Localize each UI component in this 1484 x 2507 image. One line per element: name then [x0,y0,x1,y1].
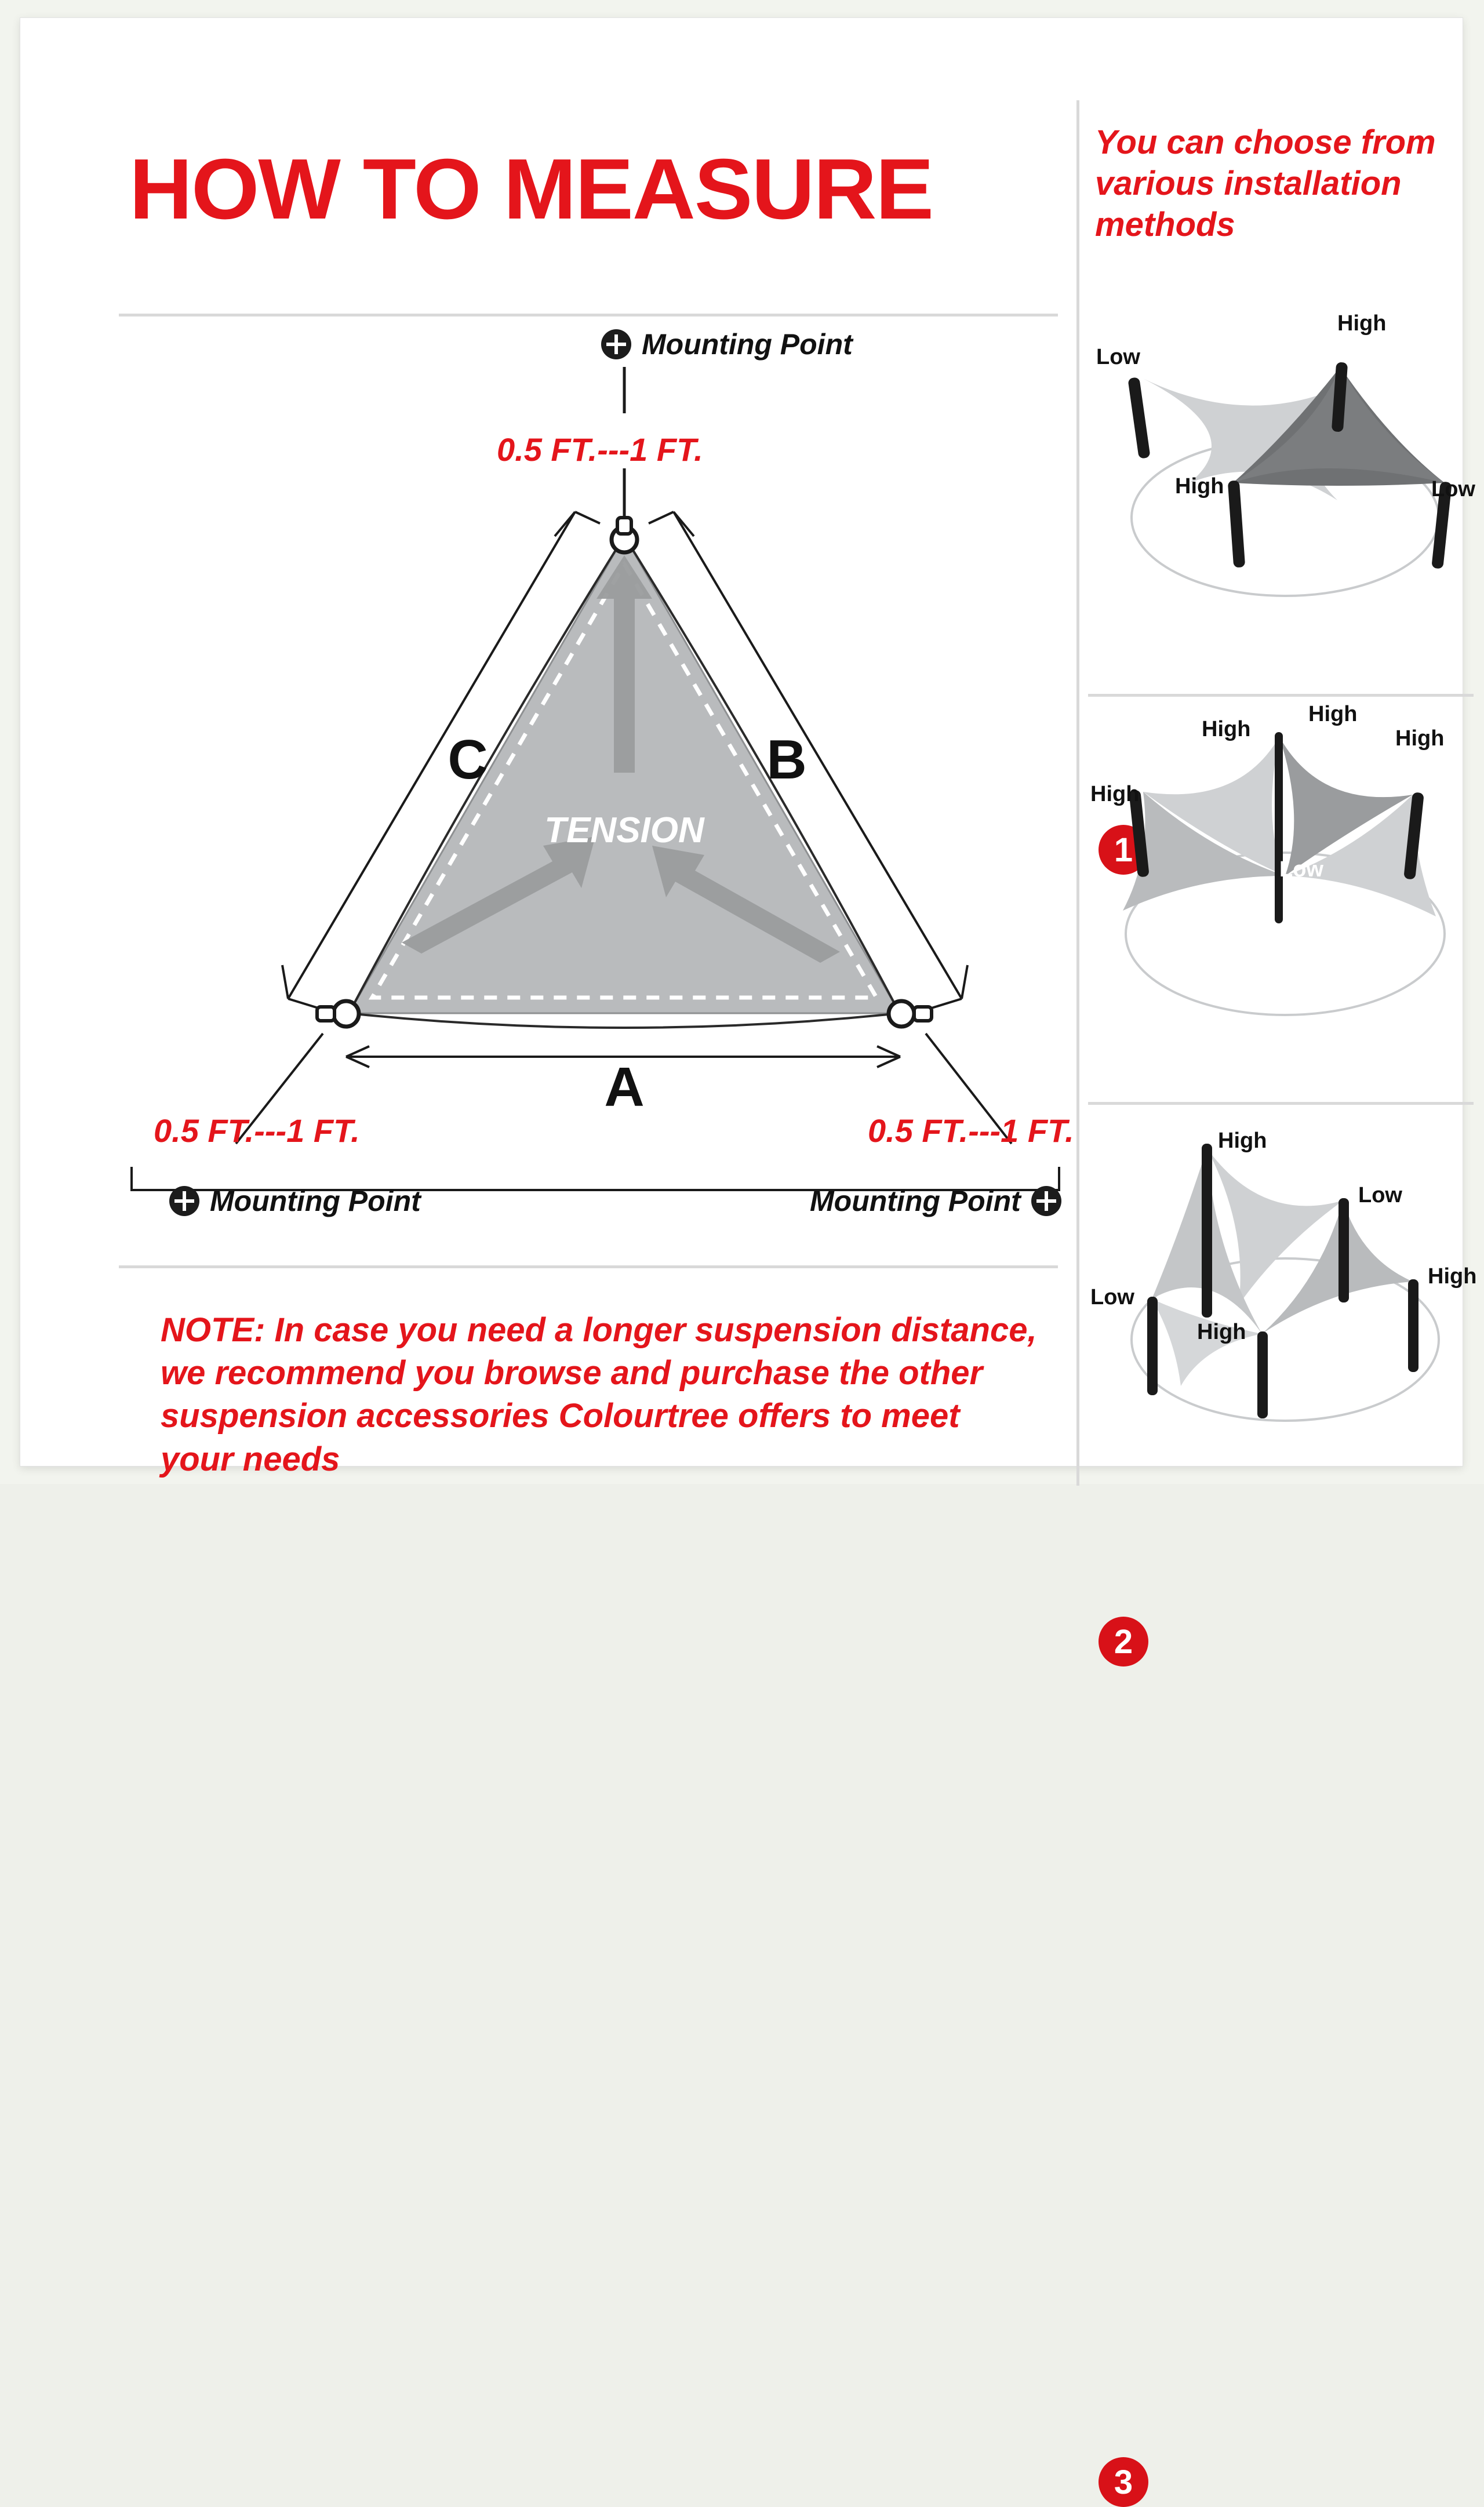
method-3-corner-label-high-right: High [1428,1264,1477,1289]
installation-methods-section [1082,100,1482,2501]
method-1-badge: 1 [1099,825,1148,875]
method-3-corner-label-low-left: Low [1090,1285,1134,1309]
method-2-corner-label-high-top-right: High [1308,702,1358,726]
mounting-point-label: Mounting Point [810,1185,1021,1217]
divider-bottom [119,1265,1058,1268]
suspension-distance-bottom-right: 0.5 FT.---1 FT. [868,1112,1074,1149]
note-text: NOTE: In case you need a longer suspension distance, we recommend you browse and purchase the other suspension accessories Colourtree offers to meet your needs [161,1311,1037,1478]
mounting-point-bottom-left [169,1184,421,1218]
installation-subtitle: You can choose from various installation methods [1095,123,1436,243]
plus-circle-icon [1031,1186,1061,1216]
method-2-corner-label-high-left: High [1090,782,1140,806]
vertical-divider [1076,100,1079,1486]
method-1-corner-label-low-right: Low [1431,477,1475,501]
method-1-corner-label-high-center: High [1175,474,1224,499]
page-title: HOW TO MEASURE [129,141,933,237]
method-3-badge: 3 [1099,2457,1148,2507]
triangle-sail-diagram [114,321,1076,1306]
poster-frame-outer [20,17,1477,2501]
panel-divider-2 [1088,1102,1474,1105]
method-3-corner-label-high-bottom: High [1197,1320,1246,1344]
install-method-3 [1088,1114,1477,2501]
corner-hardware-left [317,1001,359,1027]
corner-hardware-top [612,518,637,552]
mounting-point-label: Mounting Point [210,1185,421,1217]
install-method-1 [1088,309,1476,869]
method-3-corner-label-high-top: High [1218,1129,1267,1153]
method-2-corner-label-low-center: Low [1279,857,1323,882]
side-label-c: C [448,729,488,791]
side-label-a: A [604,1056,645,1118]
suspension-distance-bottom-left: 0.5 FT.---1 FT. [154,1112,360,1149]
panel-divider-1 [1088,694,1474,697]
method-2-corner-label-high-right: High [1395,726,1445,751]
measure-section [114,100,1076,1486]
suspension-distance-top: 0.5 FT.---1 FT. [497,431,703,468]
method-2-badge: 2 [1099,1617,1148,1667]
tension-label: TENSION [544,810,704,850]
method-3-illustration [1088,1114,1476,1473]
mounting-point-bottom-right [810,1184,1061,1218]
plus-circle-icon [169,1186,199,1216]
divider-top [119,314,1058,316]
poster-frame-inner [61,54,1477,2501]
method-1-corner-label-high-top: High [1337,311,1387,336]
method-1-illustration [1088,309,1476,645]
mounting-point-label: Mounting Point [642,328,853,361]
corner-hardware-right [889,1001,932,1027]
method-3-corner-label-low-right: Low [1358,1183,1402,1207]
method-2-corner-label-high-top-left: High [1202,717,1251,741]
install-method-2 [1088,702,1476,1661]
method-1-corner-label-low-left: Low [1096,345,1140,369]
side-label-b: B [766,729,807,791]
